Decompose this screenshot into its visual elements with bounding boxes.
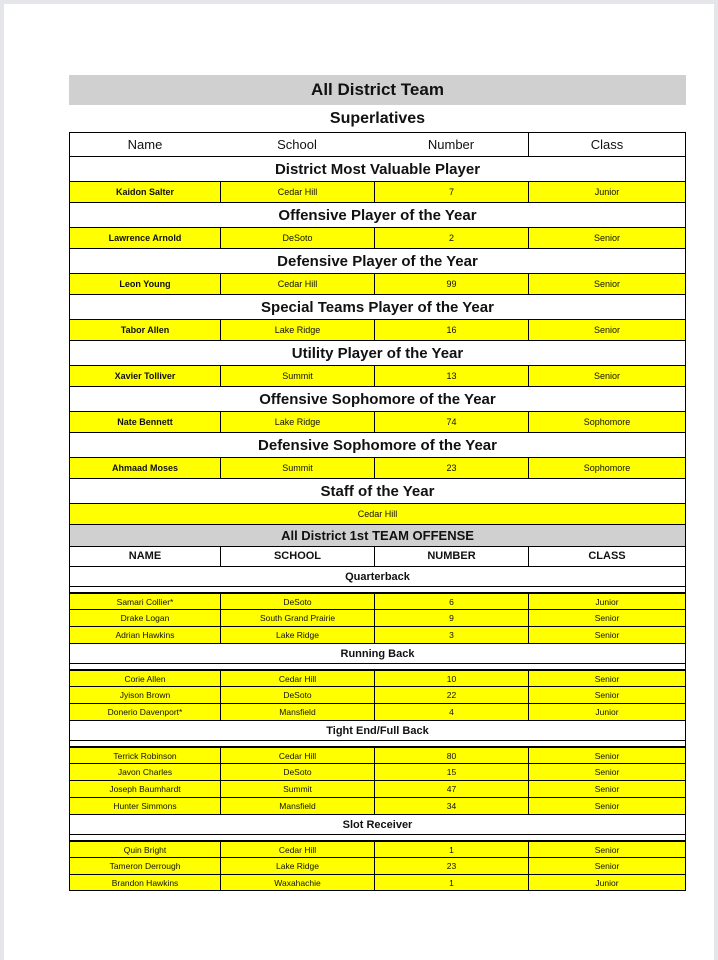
player-class: Senior (528, 687, 685, 703)
awards-list (69, 156, 686, 478)
award-winner-row (69, 319, 686, 340)
winner-school: Summit (220, 458, 374, 478)
player-class: Senior (528, 858, 685, 874)
offense-column-headers (69, 546, 686, 566)
player-school: Summit (220, 781, 374, 797)
player-row (69, 703, 686, 720)
award-title-text: District Most Valuable Player (274, 160, 481, 178)
player-class: Senior (528, 610, 685, 626)
player-number: 4 (374, 704, 528, 720)
position-title-text: Tight End/Full Back (326, 724, 429, 737)
player-number: 23 (374, 858, 528, 874)
award-title (69, 156, 686, 181)
winner-number: 2 (374, 228, 528, 248)
winner-name: Nate Bennett (117, 417, 173, 427)
award-winner-row (69, 273, 686, 294)
all-district-sheet (69, 75, 686, 891)
winner-number: 16 (374, 320, 528, 340)
player-school: South Grand Prairie (220, 610, 374, 626)
award-title-text: Utility Player of the Year (291, 344, 464, 362)
award-winner-row (69, 227, 686, 248)
player-row (69, 780, 686, 797)
winner-class: Senior (528, 366, 685, 386)
staff-school: Cedar Hill (357, 509, 398, 519)
winner-school: Cedar Hill (220, 182, 374, 202)
winner-number: 23 (374, 458, 528, 478)
winner-school: Lake Ridge (220, 412, 374, 432)
sheet-title (69, 75, 686, 105)
player-name: Adrian Hawkins (115, 630, 175, 640)
player-name: Jyison Brown (119, 690, 171, 700)
player-school: Cedar Hill (220, 748, 374, 764)
award-title (69, 386, 686, 411)
offense-section-title-text: All District 1st TEAM OFFENSE (281, 528, 474, 543)
player-school: DeSoto (220, 687, 374, 703)
player-number: 6 (374, 594, 528, 610)
staff-award-title (69, 478, 686, 503)
player-number: 1 (374, 875, 528, 891)
player-number: 1 (374, 842, 528, 858)
winner-name: Leon Young (119, 279, 171, 289)
column-headers (69, 132, 686, 156)
winner-name: Xavier Tolliver (114, 371, 176, 381)
sheet-title-text: All District Team (311, 80, 444, 99)
player-number: 22 (374, 687, 528, 703)
winner-class: Senior (528, 228, 685, 248)
winner-name: Tabor Allen (120, 325, 170, 335)
award-title (69, 202, 686, 227)
player-class: Senior (528, 798, 685, 814)
player-number: 10 (374, 671, 528, 687)
player-class: Junior (528, 594, 685, 610)
positions-list (69, 566, 686, 891)
winner-number: 7 (374, 182, 528, 202)
winner-number: 99 (374, 274, 528, 294)
player-class: Junior (528, 875, 685, 891)
player-name: Brandon Hawkins (111, 877, 179, 888)
offense-section-title (69, 524, 686, 546)
player-name: Hunter Simmons (113, 801, 177, 811)
award-title (69, 340, 686, 365)
player-row (69, 626, 686, 643)
winner-number: 74 (374, 412, 528, 432)
player-row (69, 763, 686, 780)
player-row (69, 746, 686, 763)
player-name: Tameron Derrough (109, 861, 181, 871)
player-row (69, 686, 686, 703)
winner-number: 13 (374, 366, 528, 386)
player-name: Drake Logan (120, 613, 170, 623)
header-school: School (277, 136, 317, 152)
position-title (69, 566, 686, 586)
winner-school: DeSoto (220, 228, 374, 248)
player-number: 80 (374, 748, 528, 764)
offense-header-number: NUMBER (374, 547, 528, 566)
player-name: Samari Collier* (116, 596, 174, 607)
award-winner-row (69, 457, 686, 478)
player-school: Mansfield (220, 798, 374, 814)
position-title-text: Running Back (340, 647, 415, 660)
winner-name: Ahmaad Moses (111, 463, 179, 473)
player-row (69, 797, 686, 814)
player-number: 34 (374, 798, 528, 814)
document-page (4, 4, 714, 960)
player-name: Terrick Robinson (113, 750, 177, 761)
player-school: Mansfield (220, 704, 374, 720)
player-class: Senior (528, 627, 685, 643)
player-row (69, 609, 686, 626)
player-school: Waxahachie (220, 875, 374, 891)
winner-school: Cedar Hill (220, 274, 374, 294)
award-title-text: Special Teams Player of the Year (261, 298, 494, 316)
player-name: Corie Allen (124, 673, 166, 684)
player-row (69, 840, 686, 857)
winner-class: Sophomore (528, 412, 685, 432)
player-school: Cedar Hill (220, 842, 374, 858)
winner-school: Lake Ridge (220, 320, 374, 340)
award-winner-row (69, 365, 686, 386)
award-title (69, 432, 686, 457)
header-class: Class (528, 133, 685, 157)
award-title-text: Defensive Sophomore of the Year (258, 436, 497, 454)
player-class: Junior (528, 704, 685, 720)
winner-class: Junior (528, 182, 685, 202)
player-number: 9 (374, 610, 528, 626)
position-title (69, 814, 686, 834)
winner-class: Sophomore (528, 458, 685, 478)
player-class: Senior (528, 671, 685, 687)
offense-header-class: CLASS (528, 547, 685, 566)
offense-header-name: NAME (128, 550, 162, 562)
winner-class: Senior (528, 274, 685, 294)
header-name: Name (127, 136, 163, 152)
staff-award-title-text: Staff of the Year (320, 482, 435, 500)
position-title-text: Slot Receiver (342, 818, 413, 831)
award-title (69, 294, 686, 319)
award-title-text: Defensive Player of the Year (277, 252, 478, 270)
player-class: Senior (528, 748, 685, 764)
player-school: DeSoto (220, 594, 374, 610)
winner-school: Summit (220, 366, 374, 386)
player-school: Lake Ridge (220, 858, 374, 874)
offense-header-school: SCHOOL (220, 547, 374, 566)
player-number: 15 (374, 764, 528, 780)
player-class: Senior (528, 842, 685, 858)
player-school: DeSoto (220, 764, 374, 780)
player-school: Cedar Hill (220, 671, 374, 687)
award-winner-row (69, 181, 686, 202)
player-row (69, 669, 686, 686)
player-number: 47 (374, 781, 528, 797)
player-row (69, 592, 686, 609)
header-number: Number (427, 136, 475, 152)
position-title-text: Quarterback (345, 570, 410, 583)
position-title (69, 643, 686, 663)
sheet-subtitle-text: Superlatives (329, 109, 426, 127)
award-title (69, 248, 686, 273)
winner-name: Lawrence Arnold (108, 233, 182, 243)
player-class: Senior (528, 764, 685, 780)
position-title (69, 720, 686, 740)
player-number: 3 (374, 627, 528, 643)
player-row (69, 874, 686, 891)
player-class: Senior (528, 781, 685, 797)
award-winner-row (69, 411, 686, 432)
award-title-text: Offensive Sophomore of the Year (259, 390, 496, 408)
sheet-subtitle (69, 105, 686, 132)
player-name: Donerio Davenport* (107, 707, 183, 717)
player-school: Lake Ridge (220, 627, 374, 643)
player-row (69, 857, 686, 874)
award-title-text: Offensive Player of the Year (278, 206, 477, 224)
player-name: Quin Bright (123, 844, 167, 855)
winner-class: Senior (528, 320, 685, 340)
winner-name: Kaidon Salter (115, 187, 174, 197)
staff-award-row (69, 503, 686, 524)
player-name: Joseph Baumhardt (109, 784, 181, 794)
player-name: Javon Charles (117, 767, 173, 777)
